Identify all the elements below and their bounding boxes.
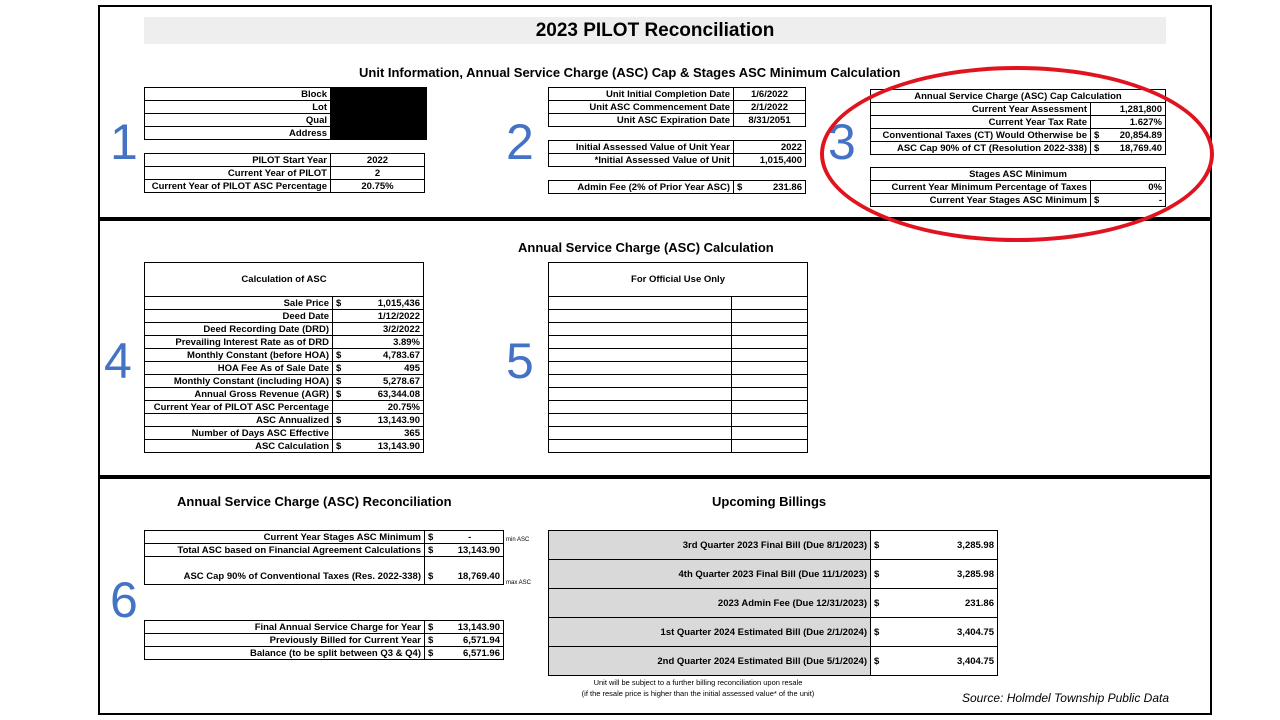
stages-asc-minimum-value: - — [1102, 194, 1165, 207]
footnote-line-1: Unit will be subject to a further billing reconciliation upon resale — [593, 678, 803, 687]
total-asc-label: Total ASC based on Financial Agreement Calculations — [145, 544, 425, 557]
official-use-row — [549, 297, 808, 310]
billing-row-dollar: $ — [871, 589, 891, 618]
asc-row-value: 4,783.67 — [345, 349, 424, 362]
asc-row-label: Current Year of PILOT ASC Percentage — [145, 401, 333, 414]
asc-row-value: 365 — [345, 427, 424, 440]
official-use-cell — [732, 297, 808, 310]
asc-row — [145, 427, 424, 440]
asc-row-value: 13,143.90 — [345, 414, 424, 427]
asc-row-dollar — [333, 323, 345, 336]
official-use-row — [549, 401, 808, 414]
property-id-table — [144, 87, 427, 140]
source-caption: Source: Holmdel Township Public Data — [962, 691, 1169, 705]
billing-row — [549, 589, 998, 618]
reconciliation-top-table — [144, 530, 504, 585]
assessed-value-table — [548, 140, 806, 167]
upcoming-billings-table — [548, 530, 998, 676]
completion-date-label: Unit Initial Completion Date — [549, 88, 734, 101]
reconciliation-bottom-table — [144, 620, 504, 660]
section-number-4: 4 — [104, 333, 132, 389]
asc-calculation-heading: Annual Service Charge (ASC) Calculation — [518, 240, 774, 255]
asc-cap-dollar: $ — [1091, 142, 1103, 155]
max-asc-note: max ASC — [506, 580, 532, 586]
conventional-taxes-label: Conventional Taxes (CT) Would Otherwise be — [871, 129, 1091, 142]
conventional-taxes-value: 20,854.89 — [1102, 129, 1165, 142]
asc-row — [145, 375, 424, 388]
official-use-cell — [732, 388, 808, 401]
pilot-table — [144, 153, 425, 193]
current-year-pilot-value: 2 — [331, 167, 425, 180]
calculation-of-asc-table — [144, 262, 424, 453]
asc-row-label: Deed Date — [145, 310, 333, 323]
billing-row-dollar: $ — [871, 560, 891, 589]
billing-row-label: 2023 Admin Fee (Due 12/31/2023) — [549, 589, 871, 618]
section-number-5: 5 — [506, 333, 534, 389]
billing-row-label: 4th Quarter 2023 Final Bill (Due 11/1/2023) — [549, 560, 871, 589]
block-label: Block — [145, 88, 331, 101]
billing-row-value: 231.86 — [891, 589, 998, 618]
lot-redacted — [331, 101, 427, 114]
highlight-ellipse — [820, 66, 1214, 242]
asc-cap-value: 18,769.40 — [1102, 142, 1165, 155]
assessed-year-label: Initial Assessed Value of Unit Year — [549, 141, 734, 154]
pilot-asc-percentage-label: Current Year of PILOT ASC Percentage — [145, 180, 331, 193]
asc-row-dollar — [333, 401, 345, 414]
pilot-start-year-label: PILOT Start Year — [145, 154, 331, 167]
asc-row-dollar: $ — [333, 440, 345, 453]
asc-reconciliation-heading: Annual Service Charge (ASC) Reconciliation — [177, 494, 452, 509]
asc-row-value: 1,015,436 — [345, 297, 424, 310]
upcoming-billings-heading: Upcoming Billings — [712, 494, 827, 509]
block-redacted — [331, 88, 427, 101]
asc-row — [145, 440, 424, 453]
official-use-cell — [549, 297, 732, 310]
asc-row — [145, 414, 424, 427]
official-use-cell — [732, 323, 808, 336]
asc-row-value: 3/2/2022 — [345, 323, 424, 336]
asc-row — [145, 323, 424, 336]
asc-row-dollar: $ — [333, 388, 345, 401]
billing-row-value: 3,285.98 — [891, 560, 998, 589]
official-use-cell — [732, 362, 808, 375]
asc-row-dollar: $ — [333, 375, 345, 388]
official-use-cell — [732, 375, 808, 388]
admin-fee-label: Admin Fee (2% of Prior Year ASC) — [549, 181, 734, 194]
page-title: 2023 PILOT Reconciliation — [144, 17, 1166, 44]
address-redacted — [331, 127, 427, 140]
qual-label: Qual — [145, 114, 331, 127]
billing-row-dollar: $ — [871, 647, 891, 676]
asc-row-label: Prevailing Interest Rate as of DRD — [145, 336, 333, 349]
billing-row-value: 3,404.75 — [891, 647, 998, 676]
qual-redacted — [331, 114, 427, 127]
asc-row — [145, 349, 424, 362]
asc-row-label: Monthly Constant (before HOA) — [145, 349, 333, 362]
billing-row — [549, 531, 998, 560]
official-use-cell — [549, 375, 732, 388]
official-use-cell — [732, 349, 808, 362]
current-year-assessment-label: Current Year Assessment — [871, 103, 1091, 116]
asc-row-dollar: $ — [333, 297, 345, 310]
official-use-cell — [549, 336, 732, 349]
official-use-cell — [549, 310, 732, 323]
asc-row-value: 495 — [345, 362, 424, 375]
balance-dollar: $ — [425, 647, 437, 660]
billing-row-label: 2nd Quarter 2024 Estimated Bill (Due 5/1/2024) — [549, 647, 871, 676]
asc-row-value: 1/12/2022 — [345, 310, 424, 323]
asc-row-label: Monthly Constant (including HOA) — [145, 375, 333, 388]
asc-row-dollar: $ — [333, 362, 345, 375]
pilot-asc-percentage-value: 20.75% — [331, 180, 425, 193]
pilot-start-year-value: 2022 — [331, 154, 425, 167]
asc-row-dollar — [333, 336, 345, 349]
asc-cap-label: ASC Cap 90% of CT (Resolution 2022-338) — [871, 142, 1091, 155]
current-year-pilot-label: Current Year of PILOT — [145, 167, 331, 180]
current-year-assessment-value: 1,281,800 — [1102, 103, 1165, 116]
asc-row-label: Sale Price — [145, 297, 333, 310]
asc-cap-heading: Annual Service Charge (ASC) Cap Calculation — [871, 90, 1166, 103]
asc-row-dollar — [333, 310, 345, 323]
asc-row-label: Deed Recording Date (DRD) — [145, 323, 333, 336]
asc-row-value: 20.75% — [345, 401, 424, 414]
tax-rate-value: 1.627% — [1102, 116, 1165, 129]
official-use-cell — [732, 401, 808, 414]
asc-row-dollar: $ — [333, 349, 345, 362]
commencement-date-label: Unit ASC Commencement Date — [549, 101, 734, 114]
stages-minimum-label: Current Year Stages ASC Minimum — [145, 531, 425, 544]
admin-fee-dollar: $ — [734, 181, 746, 194]
official-use-cell — [732, 414, 808, 427]
billing-row-value: 3,404.75 — [891, 618, 998, 647]
stages-minimum-heading: Stages ASC Minimum — [871, 168, 1166, 181]
final-asc-label: Final Annual Service Charge for Year — [145, 621, 425, 634]
commencement-date-value: 2/1/2022 — [734, 101, 806, 114]
final-asc-dollar: $ — [425, 621, 437, 634]
section-number-2: 2 — [506, 114, 534, 170]
official-use-cell — [732, 427, 808, 440]
asc-row-value: 63,344.08 — [345, 388, 424, 401]
calculation-of-asc-heading: Calculation of ASC — [145, 263, 424, 297]
admin-fee-value: 231.86 — [745, 181, 805, 194]
minimum-percentage-label: Current Year Minimum Percentage of Taxes — [871, 181, 1091, 194]
expiration-date-label: Unit ASC Expiration Date — [549, 114, 734, 127]
official-use-table — [548, 262, 808, 453]
asc-row — [145, 401, 424, 414]
section-number-3: 3 — [828, 114, 856, 170]
balance-label: Balance (to be split between Q3 & Q4) — [145, 647, 425, 660]
min-asc-note: min ASC — [506, 537, 530, 543]
section-number-6: 6 — [110, 572, 138, 628]
official-use-row — [549, 427, 808, 440]
official-use-cell — [732, 310, 808, 323]
assessed-value-label: *Initial Assessed Value of Unit — [549, 154, 734, 167]
official-use-cell — [549, 414, 732, 427]
billing-row-dollar: $ — [871, 618, 891, 647]
billing-row — [549, 647, 998, 676]
assessed-value-value: 1,015,400 — [734, 154, 806, 167]
address-label: Address — [145, 127, 331, 140]
asc-row — [145, 310, 424, 323]
asc-row — [145, 362, 424, 375]
official-use-row — [549, 362, 808, 375]
final-asc-value: 13,143.90 — [437, 621, 504, 634]
billing-row-dollar: $ — [871, 531, 891, 560]
official-use-cell — [549, 427, 732, 440]
official-use-row — [549, 414, 808, 427]
asc-cap-90-dollar: $ — [425, 557, 437, 585]
resale-footnote — [548, 677, 848, 699]
previously-billed-dollar: $ — [425, 634, 437, 647]
previously-billed-value: 6,571.94 — [437, 634, 504, 647]
admin-fee-table — [548, 180, 806, 194]
official-use-cell — [732, 440, 808, 453]
asc-row-dollar: $ — [333, 414, 345, 427]
asc-cap-90-value: 18,769.40 — [437, 557, 504, 585]
stages-minimum-dollar: $ — [425, 531, 437, 544]
official-use-cell — [549, 401, 732, 414]
official-use-row — [549, 375, 808, 388]
official-use-row — [549, 440, 808, 453]
billing-row-label: 3rd Quarter 2023 Final Bill (Due 8/1/2023) — [549, 531, 871, 560]
unit-information-heading: Unit Information, Annual Service Charge (ASC) Cap & Stages ASC Minimum Calculation — [359, 65, 901, 80]
official-use-cell — [732, 336, 808, 349]
asc-row-label: Annual Gross Revenue (AGR) — [145, 388, 333, 401]
official-use-cell — [549, 349, 732, 362]
billing-row-value: 3,285.98 — [891, 531, 998, 560]
official-use-heading: For Official Use Only — [549, 263, 808, 297]
completion-date-value: 1/6/2022 — [734, 88, 806, 101]
official-use-row — [549, 310, 808, 323]
stages-minimum-value: - — [437, 531, 504, 544]
footnote-line-2: (if the resale price is higher than the initial assessed value* of the unit) — [581, 689, 815, 698]
official-use-row — [549, 323, 808, 336]
total-asc-value: 13,143.90 — [437, 544, 504, 557]
official-use-row — [549, 349, 808, 362]
official-use-cell — [549, 323, 732, 336]
asc-row-value: 5,278.67 — [345, 375, 424, 388]
asc-row-label: Number of Days ASC Effective — [145, 427, 333, 440]
official-use-cell — [549, 362, 732, 375]
asc-row — [145, 336, 424, 349]
official-use-cell — [549, 388, 732, 401]
conventional-taxes-dollar: $ — [1091, 129, 1103, 142]
unit-dates-table — [548, 87, 806, 127]
asc-row-label: ASC Calculation — [145, 440, 333, 453]
official-use-row — [549, 336, 808, 349]
billing-row — [549, 618, 998, 647]
minimum-percentage-value: 0% — [1102, 181, 1165, 194]
asc-cap-90-label: ASC Cap 90% of Conventional Taxes (Res. 2022-338) — [145, 557, 425, 585]
total-asc-dollar: $ — [425, 544, 437, 557]
section-number-1: 1 — [110, 114, 138, 170]
previously-billed-label: Previously Billed for Current Year — [145, 634, 425, 647]
lot-label: Lot — [145, 101, 331, 114]
billing-row — [549, 560, 998, 589]
asc-row-dollar — [333, 427, 345, 440]
asc-row — [145, 388, 424, 401]
asc-row — [145, 297, 424, 310]
asc-row-label: HOA Fee As of Sale Date — [145, 362, 333, 375]
stages-asc-minimum-dollar: $ — [1091, 194, 1103, 207]
expiration-date-value: 8/31/2051 — [734, 114, 806, 127]
billing-row-label: 1st Quarter 2024 Estimated Bill (Due 2/1/2024) — [549, 618, 871, 647]
asc-row-value: 3.89% — [345, 336, 424, 349]
asc-row-value: 13,143.90 — [345, 440, 424, 453]
balance-value: 6,571.96 — [437, 647, 504, 660]
assessed-year-value: 2022 — [734, 141, 806, 154]
stages-asc-minimum-label: Current Year Stages ASC Minimum — [871, 194, 1091, 207]
official-use-cell — [549, 440, 732, 453]
tax-rate-label: Current Year Tax Rate — [871, 116, 1091, 129]
asc-row-label: ASC Annualized — [145, 414, 333, 427]
official-use-row — [549, 388, 808, 401]
